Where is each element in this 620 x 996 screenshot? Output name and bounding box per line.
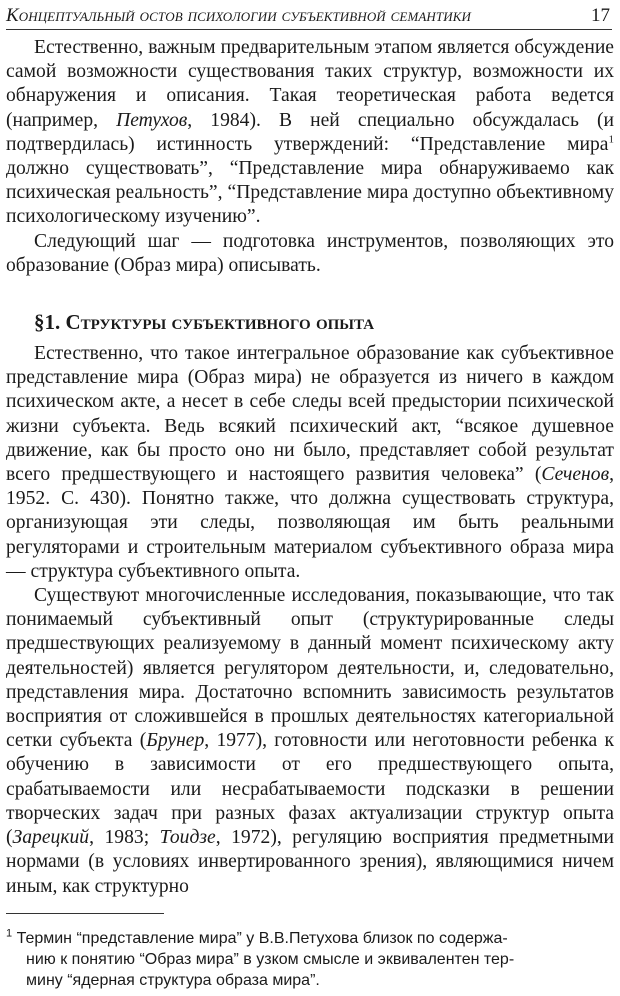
citation-author-petukhov: Петухов xyxy=(116,109,188,131)
paragraph-2: Следующий шаг — подготовка инструментов, позволяющих это образование (Образ мира) описывать. xyxy=(6,230,614,276)
paragraph-1 xyxy=(6,36,614,230)
footnote-line-1 xyxy=(6,928,612,949)
page-number: 17 xyxy=(591,5,610,26)
running-head-title: Концептуальный остов психологии субъективной семантики xyxy=(6,5,471,26)
section-number: §1. xyxy=(34,310,66,335)
citation-author-bruner: Брунер xyxy=(146,730,205,752)
section-heading xyxy=(6,308,614,336)
paragraph-4 xyxy=(6,584,614,899)
paragraph-3 xyxy=(6,342,614,584)
footnote-divider xyxy=(6,913,164,914)
paragraph-3-text-b: , 1952. С. 430). Понятно также, что должна существовать структура, организующая эти следы, позволяющая им быть реальными регуляторами и строительным материалом субъективного образа мира — структура субъективного опыта. xyxy=(6,464,614,582)
paragraph-4-text-c: , 1983; xyxy=(89,827,160,849)
main-text xyxy=(6,36,614,899)
paragraph-3-text-a: Естественно, что такое интегральное образование как субъективное представление мира (Образ мира) не образуется из ничего в каждом психическом акте, а несет в себе следы всей предыстории психической жизни субъекта. Ведь всякий психический акт, “всякое душевное движение, как бы просто оно ни было, представляет собой результат всего предшествующего и настоящего развития человека” ( xyxy=(6,343,614,486)
footnote-reference: 1 xyxy=(608,133,614,146)
running-head xyxy=(6,3,612,30)
paragraph-1-text-c: должно существовать”, “Представление мира обнаруживаемо как психическая реальность”, “Представление мира доступно объективному психологическому изучению”. xyxy=(6,158,614,228)
footnote-marker: 1 xyxy=(6,927,13,940)
citation-author-zaretsky: Зарецкий xyxy=(12,827,90,849)
footnote-line-3: мину “ядерная структура образа мира”. xyxy=(26,972,320,989)
footnote xyxy=(6,928,612,991)
paragraph-4-text-d: , 1972), регуляцию восприятия предметными нормами (в условиях инвертированного зрения), являющимися ничем иным, как структурно xyxy=(6,827,615,897)
paragraph-1-text-b: , 1984). В ней специально обсуждалась (и подтвердилась) истинность утверждений: “Представление мира xyxy=(6,109,614,155)
footnote-line-2: нию к понятию “Образ мира” в узком смысле и эквивалентен тер- xyxy=(26,951,515,968)
citation-author-sechenov: Сеченов xyxy=(541,464,610,486)
citation-author-toidze: Тоидзе xyxy=(159,827,216,849)
paragraph-4-text-b: , 1977), готовности или неготовности ребенка к обучению в зависимости от его предшествующего опыта, срабатываемости или несрабатываемости подсказки в решении творческих задач при разных фазах актуализации структур опыта ( xyxy=(6,730,614,849)
paragraph-4-text-a: Существуют многочисленные исследования, показывающие, что так понимаемый субъективный опыт (структурированные следы предшествующих реализуемому в данный момент психическому акту деятельностей) является регулятором деятельности, и, следовательно, представления мира. Достаточно вспомнить зависимость результатов восприятия от сложившейся в прошлых деятельностях категориальной сетки субъекта ( xyxy=(6,585,614,752)
footnote-line-1-text: Термин “представление мира” у В.В.Петухова близок по содержа- xyxy=(12,930,508,947)
paragraph-1-text-a: Естественно, важным предварительным этапом является обсуждение самой возможности существования таких структур, возможности их обнаружения и описания. Такая теоретическая работа ведется (например, xyxy=(6,37,614,131)
section-title: Структуры субъективного опыта xyxy=(65,310,375,335)
